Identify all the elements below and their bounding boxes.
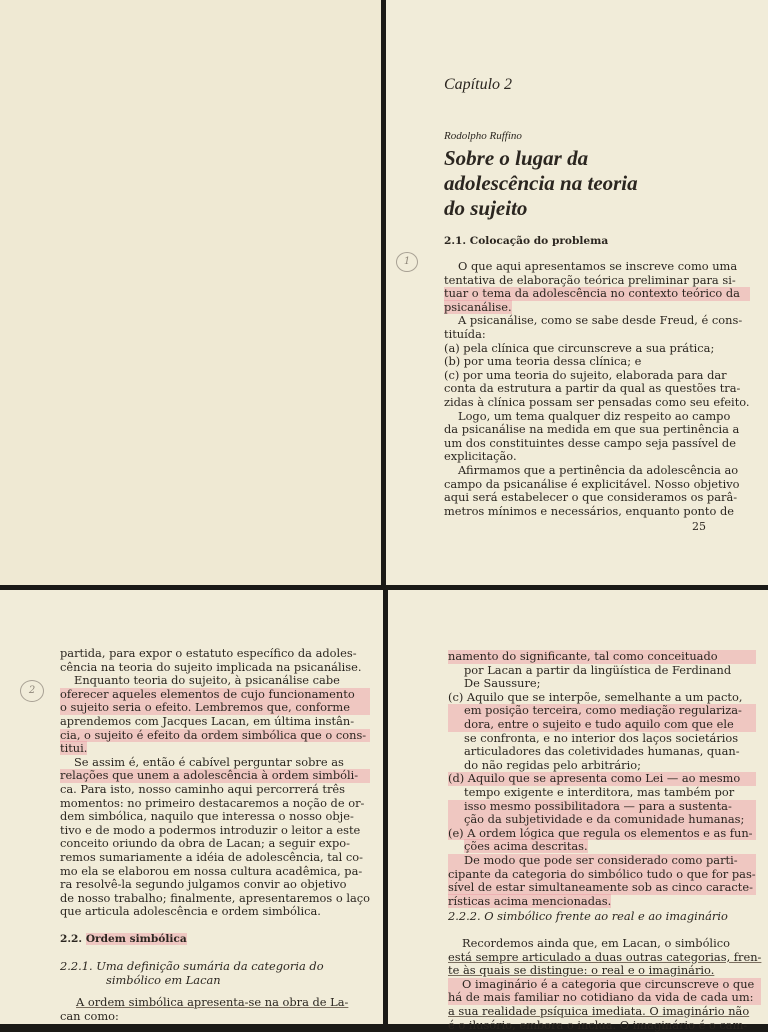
text-line: tempo exigente e interditora, mas também por: [464, 784, 735, 799]
text-line: can como:: [60, 1008, 119, 1023]
section-heading: 2.1. Colocação do problema: [444, 235, 609, 247]
chapter-title: [444, 146, 638, 221]
text-line: é o ilusório, embora o inclua. O imaginário é o cam-: [448, 1017, 748, 1032]
chapter-label: Capítulo 2: [444, 76, 513, 93]
text-line: ção da subjetividade e da comunidade humanas;: [448, 813, 756, 827]
text-line: partida, para expor o estatuto específico da adoles-: [60, 646, 357, 660]
text-line: O que aqui apresentamos se inscreve como uma: [458, 259, 738, 273]
text-line: A psicanálise, como se sabe desde Freud, é cons-: [458, 313, 743, 328]
text-line: (b) por uma teoria dessa clínica; e: [444, 354, 642, 369]
text-line: sível de estar simultaneamente sob as cinco caracte-: [448, 881, 756, 895]
text-line: (d) Aquilo que se apresenta como Lei — ao mesmo: [448, 772, 756, 786]
text-line: cia, o sujeito é efeito da ordem simbólica que o cons-: [60, 729, 370, 743]
text-line: que articula adolescência e ordem simbólica.: [60, 904, 321, 919]
text-line: relações que unem a adolescência à ordem simbóli-: [60, 769, 370, 783]
author-name: Rodolpho Ruffino: [444, 130, 522, 142]
highlighted-text: psicanálise.: [444, 299, 512, 314]
text-line: cipante da categoria do simbólico tudo o que for pas-: [448, 866, 756, 881]
text-line: [448, 840, 756, 854]
text-line: tuar o tema da adolescência no contexto teórico da: [444, 287, 750, 301]
text-line: te às quais se distingue: o real e o imaginário.: [448, 963, 715, 978]
margin-note: 2: [20, 680, 44, 702]
title-line: do sujeito: [444, 196, 528, 220]
text-line: de nosso trabalho; finalmente, apresentaremos o laço: [60, 890, 371, 905]
subsection-heading: [60, 960, 324, 987]
text-line: a sua realidade psíquica imediata. O imaginário não: [448, 1003, 750, 1018]
body-text: [60, 996, 348, 1023]
text-line: ca. Para isto, nosso caminho aqui percorrerá três: [60, 781, 345, 796]
text-line: ra resolvê-la segundo julgamos convir ao objetivo: [60, 877, 347, 892]
text-line: 2.2.1. Uma definição sumária da categoria do: [60, 959, 324, 973]
text-line: aqui será estabelecer o que consideramos os parâ-: [444, 490, 738, 505]
text-line: namento do significante, tal como conceituado: [448, 650, 756, 664]
subsection-heading: 2.2.2. O simbólico frente ao real e ao imaginário: [448, 909, 728, 923]
text-line: De Saussure;: [464, 676, 541, 691]
text-line: Enquanto teoria do sujeito, à psicanálise cabe: [74, 673, 340, 688]
text-line: em posição terceira, como mediação regulariza-: [448, 704, 756, 718]
text-line: simbólico em Lacan: [106, 972, 221, 987]
text-line: do não regidas pelo arbitrário;: [464, 757, 641, 772]
text-line: articuladores das coletividades humanas, quan-: [464, 744, 740, 759]
body-text: [448, 650, 756, 908]
text-line: dora, entre o sujeito e tudo aquilo com que ele: [448, 718, 756, 732]
text-line: (a) pela clínica que circunscreve a sua prática;: [444, 340, 715, 355]
text-line: se confronta, e no interior dos laços societários: [464, 730, 739, 745]
text-line: remos sumariamente a idéia de adolescência, tal co-: [60, 849, 363, 864]
text-line: O imaginário é a categoria que circunscreve o que: [448, 978, 761, 992]
text-line: [444, 301, 750, 315]
text-line: Se assim é, então é cabível perguntar sobre as: [74, 754, 344, 769]
text-line: tituída:: [444, 326, 486, 341]
text-line: oferecer aqueles elementos de cujo funcionamento: [60, 688, 370, 702]
title-line: Sobre o lugar da: [444, 146, 589, 170]
body-text: [60, 647, 370, 919]
text-line: o sujeito seria o efeito. Lembremos que, conforme: [60, 701, 370, 715]
text-line: mo ela se elaborou em nossa cultura acadêmica, pa-: [60, 863, 363, 878]
text-line: da psicanálise na medida em que sua pertinência a: [444, 422, 740, 437]
blank-page-top-left: [0, 0, 381, 585]
highlighted-text: ções acima descritas.: [464, 839, 588, 854]
highlighted-text: rísticas acima mencionadas.: [448, 893, 612, 908]
text-line: por Lacan a partir da lingüística de Ferdinand: [464, 662, 732, 677]
margin-note: 1: [396, 252, 418, 272]
section-number: 2.2.: [60, 933, 83, 945]
text-line: está sempre articulado a duas outras categorias, fren-: [448, 949, 762, 964]
text-line: há de mais familiar no cotidiano da vida de cada um:: [448, 991, 761, 1005]
body-text: [448, 937, 761, 1032]
text-line: explicitação.: [444, 449, 517, 464]
text-line: aprendemos com Jacques Lacan, em última instân-: [60, 713, 355, 728]
text-line: momentos: no primeiro destacaremos a noção de or-: [60, 795, 365, 810]
text-line: (e) A ordem lógica que regula os elementos e as fun-: [448, 827, 756, 841]
text-line: (c) por uma teoria do sujeito, elaborada para dar: [444, 367, 727, 382]
text-line: dem simbólica, naquilo que interessa o nosso obje-: [60, 809, 354, 824]
text-line: isso mesmo possibilitadora — para a sustenta-: [448, 800, 756, 814]
page-bottom-right: [388, 590, 768, 1032]
page-bottom-left: [0, 590, 383, 1024]
text-line: Logo, um tema qualquer diz respeito ao campo: [458, 408, 731, 423]
text-line: tentativa de elaboração teórica preliminar para si-: [444, 272, 736, 287]
text-line: tivo e de modo a podermos introduzir o leitor a este: [60, 822, 361, 837]
section-heading: [60, 933, 187, 945]
text-line: De modo que pode ser considerado como parti-: [448, 854, 756, 868]
text-line: Recordemos ainda que, em Lacan, o simbólico: [462, 936, 730, 950]
body-text: [444, 260, 750, 518]
text-line: cência na teoria do sujeito implicada na psicanálise.: [60, 659, 362, 674]
text-line: Afirmamos que a pertinência da adolescência ao: [458, 462, 739, 477]
text-line: conceito oriundo da obra de Lacan; a seguir expo-: [60, 836, 350, 851]
text-line: campo da psicanálise é explicitável. Nosso objetivo: [444, 476, 740, 491]
text-line: conta da estrutura a partir da qual as questões tra-: [444, 381, 741, 396]
text-line: zidas à clínica possam ser pensadas como seu efeito.: [444, 394, 750, 409]
page-number: 25: [692, 520, 706, 533]
page-chapter-opening: [386, 0, 768, 585]
highlighted-text: titui.: [60, 741, 88, 756]
text-line: [448, 895, 756, 909]
title-line: adolescência na teoria: [444, 171, 638, 195]
text-line: A ordem simbólica apresenta-se na obra de La-: [76, 995, 349, 1009]
text-line: (c) Aquilo que se interpõe, semelhante a um pacto,: [448, 689, 743, 704]
section-title: Ordem simbólica: [85, 933, 187, 945]
text-line: um dos constituintes desse campo seja passível de: [444, 435, 736, 450]
text-line: [60, 742, 370, 756]
text-line: metros mínimos e necessários, enquanto ponto de: [444, 503, 734, 518]
